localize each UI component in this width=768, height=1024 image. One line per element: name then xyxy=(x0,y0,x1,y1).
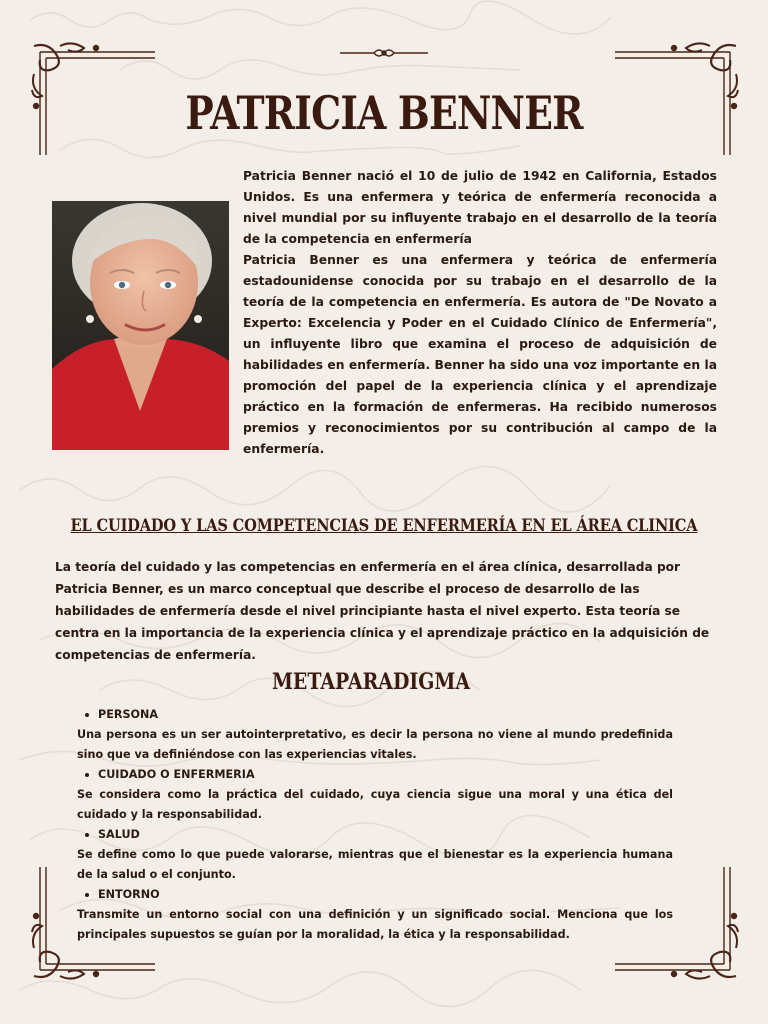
list-item-description: Una persona es un ser autointerpretativo, es decir la persona no viene al mundo predefinida sino que va definiéndose con las experiencias vitales. xyxy=(77,728,673,761)
list-item xyxy=(77,765,673,825)
biography-paragraph-2: Patricia Benner es una enfermera y teórica de enfermería estadounidense conocida por su trabajo en el desarrollo de la teoría de la competencia en enfermería. Es autora de "De Novato a Experto: Excelencia y Poder en el Cuidado Clínico de Enfermería", un influyente libro que examina el proceso de adquisición de habilidades en enfermería. Benner ha sido una voz importante en la promoción del papel de la experiencia clínica y el aprendizaje práctico en la formación de enfermeras. Ha recibido numerosos premios y reconocimientos por su contribución al campo de la enfermería. xyxy=(243,253,717,456)
portrait-image xyxy=(52,201,229,450)
list-item-label: ENTORNO xyxy=(77,885,673,905)
list-item xyxy=(77,885,673,945)
list-item xyxy=(77,705,673,765)
list-item-description: Se considera como la práctica del cuidado, cuya ciencia sigue una moral y una ética del cuidado y la responsabilidad. xyxy=(77,788,673,821)
metaparadigma-list xyxy=(77,705,673,945)
list-item-description: Transmite un entorno social con una definición y un significado social. Menciona que los principales supuestos se guían por la moralidad, la ética y la responsabilidad. xyxy=(77,908,673,941)
page-title: PATRICIA BENNER xyxy=(185,86,583,140)
list-item xyxy=(77,825,673,885)
list-item-label: PERSONA xyxy=(77,705,673,725)
list-item-label: SALUD xyxy=(77,825,673,845)
biography-text xyxy=(243,166,717,460)
section-heading: EL CUIDADO Y LAS COMPETENCIAS DE ENFERMERÍA EN EL ÁREA CLINICA xyxy=(70,516,698,536)
list-item-label: CUIDADO O ENFERMERIA xyxy=(77,765,673,785)
section-text: La teoría del cuidado y las competencias en enfermería en el área clínica, desarrollada por Patricia Benner, es un marco conceptual que describe el proceso de desarrollo de las habilidades de enfermería desde el nivel principiante hasta el nivel experto. Esta teoría se centra en la importancia de la experiencia clínica y el aprendizaje práctico en la adquisición de competencias de enfermería. xyxy=(55,560,710,662)
list-item-description: Se define como lo que puede valorarse, mientras que el bienestar es la experiencia humana de la salud o el conjunto. xyxy=(77,848,673,881)
biography-paragraph-1: Patricia Benner nació el 10 de julio de 1942 en California, Estados Unidos. Es una enfermera y teórica de enfermería reconocida a nivel mundial por su influyente trabajo en el desarrollo de la teoría de la competencia en enfermería xyxy=(243,169,717,246)
top-center-flourish xyxy=(338,46,430,60)
metaparadigma-heading: METAPARADIGMA xyxy=(271,669,471,695)
portrait-photo xyxy=(52,201,229,450)
